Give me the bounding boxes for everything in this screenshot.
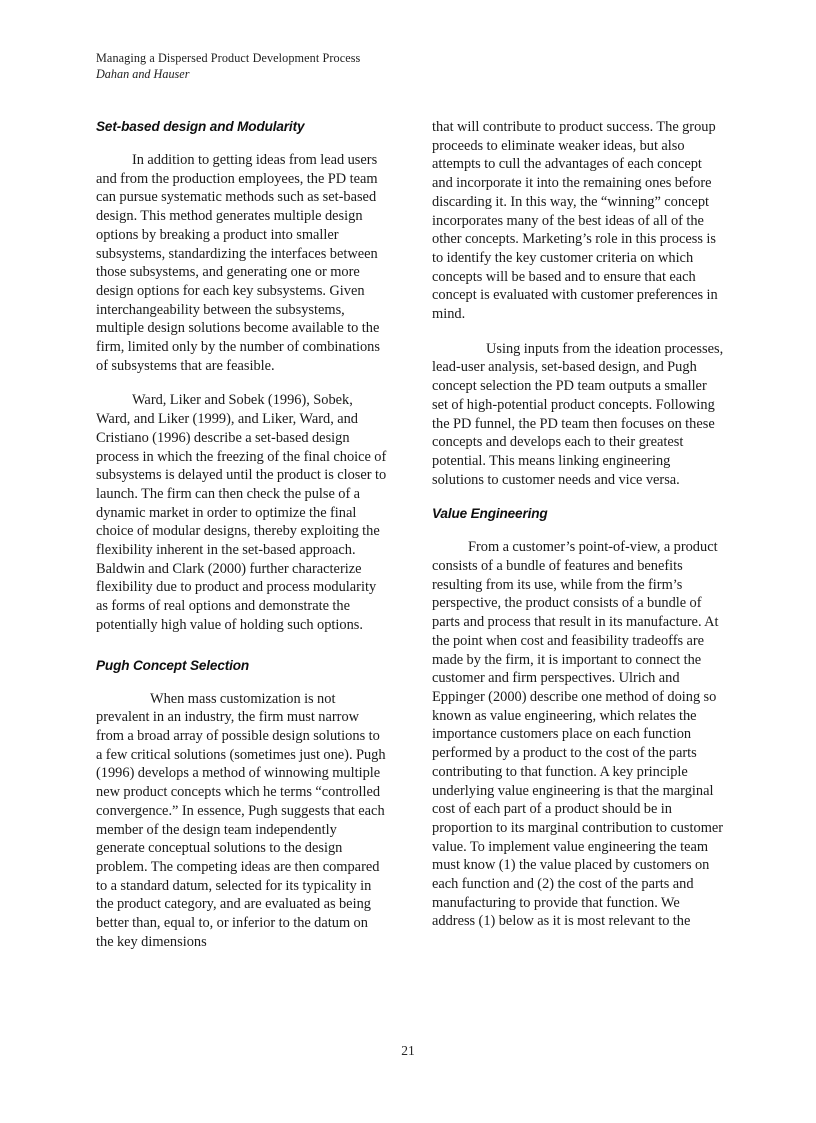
paragraph-pugh-continuation: that will contribute to product success. The group proceeds to eliminate weaker ideas, but also attempts to cull the advantages of each concept and incorporate it into the remaining ones before discarding it. In this way, the “winning” concept incorporates many of the best ideas of all of the other concepts. Marketing’s role in this process is to identify the key customer criteria on which concepts will be based and to ensure that each concept is evaluated with customer preferences in mind. — [432, 119, 718, 323]
page-number: 21 — [401, 1043, 415, 1058]
two-column-body — [96, 118, 724, 1008]
right-column — [432, 118, 724, 1008]
running-header-title: Managing a Dispersed Product Development Process — [96, 51, 361, 65]
left-column — [96, 118, 388, 1008]
heading-set-based-design-and-modularity: Set-based design and Modularity — [96, 119, 305, 134]
paragraph-set-based-design-intro: In addition to getting ideas from lead users and from the production employees, the PD team can pursue systematic methods such as set-based design. This method generates multiple design options by breaking a product into smaller subsystems, standardizing the interfaces between those subsystems, and generating one or more design options for each key subsystems. Given interchangeability between the subsystems, multiple design solutions become available to the firm, limited only by the number of combinations of subsystems that are feasible. — [96, 152, 380, 374]
heading-value-engineering: Value Engineering — [432, 506, 548, 522]
heading-pugh-concept-selection: Pugh Concept Selection — [96, 657, 250, 673]
paragraph-set-based-design-literature: Ward, Liker and Sobek (1996), Sobek, Ward, and Liker (1999), and Liker, Ward, and Cristiano (1996) describe a set-based design process in which the freezing of the final choice of subsystems is delayed until the product is closer to launch. The firm can then check the pulse of a dynamic market in order to optimize the final choice of modular designs, thereby exploiting the flexibility inherent in the set-based approach. Baldwin and Clark (2000) further characterize flexibility due to product and process modularity as forms of real options and demonstrate the potentially high value of holding such options. — [96, 392, 387, 633]
running-header — [96, 50, 736, 82]
paragraph-pugh-concept-selection: When mass customization is not prevalent in an industry, the firm must narrow from a broad array of possible design solutions to a few critical solutions (sometimes just one). Pugh (1996) develops a method of winnowing multiple new product concepts which he terms “controlled convergence.” In essence, Pugh suggests that each member of the design team independently generate conceptual solutions to the design problem. The competing ideas are then compared to a standard datum, selected for its typicality in the product category, and are evaluated as being better than, equal to, or inferior to the datum on the key dimensions — [96, 690, 386, 950]
paragraph-value-engineering: From a customer’s point-of-view, a product consists of a bundle of features and benefits resulting from its use, while from the firm’s perspective, the product consists of a bundle of parts and process that result in its manufacture. At the point when cost and feasibility tradeoffs are made by the firm, it is important to connect the customer and firm perspectives. Ulrich and Eppinger (2000) describe one method of doing so known as value engineering, which relates the importance customers place on each function performed by a product to the cost of the parts contributing to that function. A key principle underlying value engineering is that the marginal cost of each part of a product should be in proportion to its marginal contribution to customer value. To implement value engineering the team must know (1) the value placed by customers on each function and (2) the cost of the parts and manufacturing to provide that function. We address (1) below as it is most relevant to the — [432, 539, 724, 930]
paragraph-pd-funnel-outputs: Using inputs from the ideation processes, lead-user analysis, set-based design, and Pugh concept selection the PD team outputs a smaller set of high-potential product concepts. Following the PD funnel, the PD team then focuses on these concepts and develops each to their greatest potential. This means linking engineering solutions to customer needs and vice versa. — [432, 340, 724, 488]
running-header-authors: Dahan and Hauser — [96, 67, 190, 81]
